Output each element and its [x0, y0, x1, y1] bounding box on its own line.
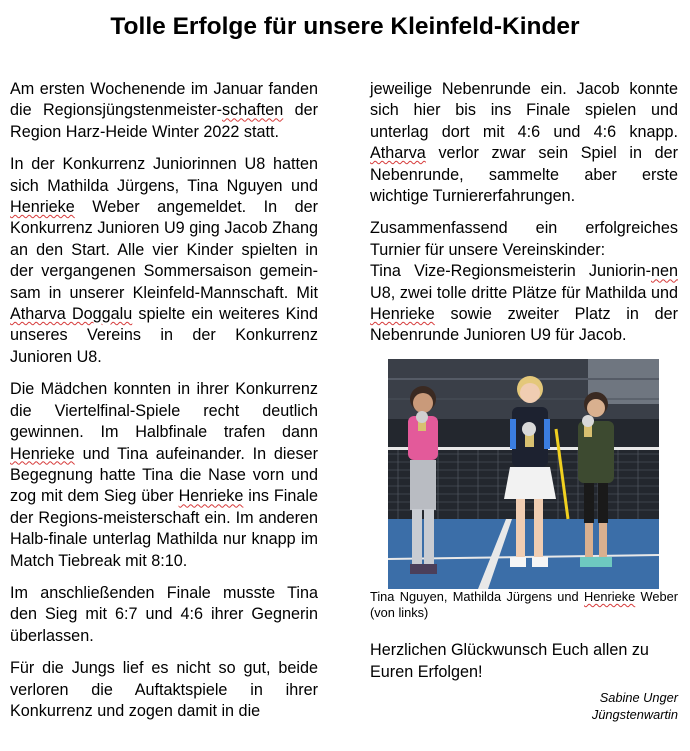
paragraph-1: Am ersten Wochenende im Januar fanden die Regionsjüngstenmeister-schaften der Region Harz-Heide Winter 2022 statt.: [10, 80, 318, 141]
team-photo: [388, 359, 659, 589]
team-photo-illustration: [388, 359, 659, 589]
paragraph-8: Tina Vize-Regionsmeisterin Juniorin-nen U8, zwei tolle dritte Plätze für Mathilda und Henrieke sowie zweiter Platz in der Nebenrunde Junioren U9 für Jacob.: [370, 262, 678, 345]
paragraph-6: jeweilige Nebenrunde ein. Jacob konnte sich hier bis ins Finale spielen und unterlag dort mit 4:6 und 4:6 knapp. Atharva verlor zwar sein Spiel in der Nebenrunde, sammelte aber erste wichtige Turniererfahrungen.: [370, 80, 678, 206]
left-column: [10, 79, 318, 733]
photo-caption: Tina Nguyen, Mathilda Jürgens und Henrieke Weber (von links): [370, 589, 679, 620]
signature-name: Sabine Unger: [599, 690, 678, 705]
signature-role: Jüngstenwartin: [591, 707, 678, 722]
congratulations: Herzlichen Glückwunsch Euch allen zu Euren Erfolgen!: [370, 641, 649, 681]
paragraph-3: Die Mädchen konnten in ihrer Konkurrenz die Viertelfinal-Spiele recht deutlich gewinnen. Im Halbfinale trafen dann Henrieke und Tina aufeinander. In dieser Begegnung hatte Tina die Nase vorn und zog mit dem Sieg über Henrieke ins Finale der Regions-meisterschaft ein. Im anderen Halb-finale unterlag Mathilda nur knapp im Match Tiebreak mit 8:10.: [10, 380, 318, 570]
paragraph-4: Im anschließenden Finale musste Tina den Sieg mit 6:7 und 4:6 ihrer Gegnerin überlassen.: [10, 583, 318, 645]
paragraph-5: Für die Jungs lief es nicht so gut, beide verloren die Auftaktspiele in ihrer Konkurrenz und zogen damit in die: [10, 659, 318, 720]
article-title: Tolle Erfolge für unsere Kleinfeld-Kinder: [110, 13, 580, 40]
signature: [370, 689, 678, 723]
paragraph-7: Zusammenfassend ein erfolgreiches Turnier für unsere Vereinskinder:: [370, 219, 678, 259]
right-column: [370, 79, 678, 358]
paragraph-2: In der Konkurrenz Juniorinnen U8 hatten sich Mathilda Jürgens, Tina Nguyen und Henrieke Weber angemeldet. In der Konkurrenz Junioren U9 ging Jacob Zhang an den Start. Alle vier Kinder spielten in der vergangenen Sommersaison gemein-sam in unserer Kleinfeld-Mannschaft. Mit Atharva Doggalu spielte ein weiteres Kind unseres Vereins in der Konkurrenz Junioren U8.: [10, 155, 318, 366]
